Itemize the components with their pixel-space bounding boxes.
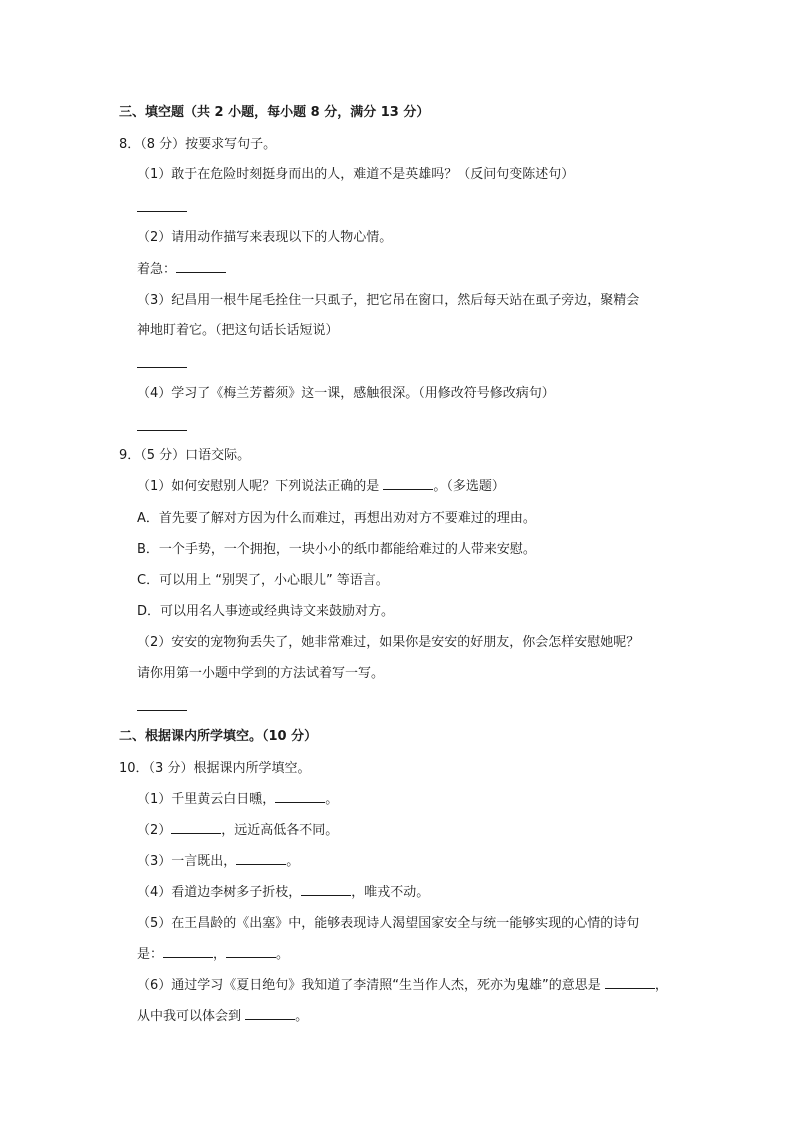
answer-blank-9-2[interactable] [137, 710, 187, 711]
answer-blank-10-6b[interactable] [245, 1009, 295, 1020]
answer-blank-10-2[interactable] [171, 823, 221, 834]
question-10-part-1 [137, 791, 338, 809]
answer-blank-10-4[interactable] [301, 885, 351, 896]
question-9-stem: 9．（5 分）口语交际。 [119, 448, 251, 463]
question-9-part-2-line-1: （2）安安的宠物狗丢失了，她非常难过，如果你是安安的好朋友，你会怎样安慰她呢？ [137, 635, 640, 650]
q10-p5-period: 。 [276, 947, 290, 962]
label-zhaoji: 着急： [137, 262, 177, 277]
question-8-part-4: （4）学习了《梅兰芳蓄须》这一课，感触很深。（用修改符号修改病句） [137, 386, 555, 401]
question-10-part-3 [137, 853, 299, 871]
question-8-part-2-answer-line [137, 261, 226, 279]
question-10-part-6-line-1 [137, 977, 668, 995]
q10-p1-suffix: 。 [325, 792, 339, 807]
question-8-part-1: （1）敢于在危险时刻挺身而出的人，难道不是英雄吗？（反问句变陈述句） [137, 167, 575, 182]
answer-blank-9-1[interactable] [383, 479, 433, 490]
question-10-part-2 [137, 822, 338, 840]
answer-blank-10-5b[interactable] [226, 947, 276, 958]
question-8-part-3-line-2: 神地盯着它。（把这句话长话短说） [137, 323, 339, 338]
option-b: B．一个手势，一个拥抱，一块小小的纸巾都能给难过的人带来安慰。 [137, 542, 536, 557]
question-10-part-5-line-2 [137, 946, 289, 964]
q10-p3-suffix: 。 [286, 854, 300, 869]
question-9-part-1-text: （1）如何安慰别人呢？下列说法正确的是 [137, 479, 380, 494]
answer-blank-8-1[interactable] [137, 211, 187, 212]
answer-blank-10-6a[interactable] [605, 978, 655, 989]
option-d: D．可以用名人事迹或经典诗文来鼓励对方。 [137, 604, 395, 619]
answer-blank-10-1[interactable] [275, 792, 325, 803]
question-8-part-2: （2）请用动作描写来表现以下的人物心情。 [137, 230, 393, 245]
section-2-heading: 二、根据课内所学填空。（10 分） [119, 729, 318, 744]
answer-blank-10-3[interactable] [236, 854, 286, 865]
answer-blank-8-2[interactable] [176, 262, 226, 273]
q10-p5-label: 是： [137, 947, 164, 962]
q10-p6-period: 。 [295, 1009, 309, 1024]
question-9-part-1 [137, 478, 505, 496]
question-10-part-6-line-2 [137, 1008, 308, 1026]
question-9-part-1-suffix: 。（多选题） [433, 479, 505, 494]
q10-p4-text: （4）看道边李树多子折枝， [137, 885, 302, 900]
question-10-stem: 10．（3 分）根据课内所学填空。 [119, 761, 311, 776]
question-10-part-4 [137, 884, 429, 902]
answer-blank-10-5a[interactable] [163, 947, 213, 958]
question-8-stem: 8．（8 分）按要求写句子。 [119, 137, 277, 152]
question-9-part-2-line-2: 请你用第一小题中学到的方法试着写一写。 [137, 666, 385, 681]
question-10-part-5-line-1: （5）在王昌龄的《出塞》中，能够表现诗人渴望国家安全与统一能够实现的心情的诗句 [137, 916, 640, 931]
q10-p3-text: （3）一言既出， [137, 854, 237, 869]
q10-p6-comma: ， [654, 978, 668, 993]
q10-p5-comma: ， [213, 947, 227, 962]
option-a: A．首先要了解对方因为什么而难过，再想出劝对方不要难过的理由。 [137, 511, 536, 526]
q10-p6-text: （6）通过学习《夏日绝句》我知道了李清照“生当作人杰，死亦为鬼雄”的意思是 [137, 978, 601, 993]
q10-p4-suffix: ，唯戎不动。 [351, 885, 430, 900]
question-8-part-3-line-1: （3）纪昌用一根牛尾毛拴住一只虱子，把它吊在窗口，然后每天站在虱子旁边，聚精会 [137, 293, 640, 308]
q10-p1-text: （1）千里黄云白日曛， [137, 792, 276, 807]
option-c: C．可以用上 “别哭了，小心眼儿” 等语言。 [137, 573, 389, 588]
section-3-heading: 三、填空题（共 2 小题，每小题 8 分，满分 13 分） [119, 105, 430, 120]
q10-p6-text-2: 从中我可以体会到 [137, 1009, 242, 1024]
answer-blank-8-4[interactable] [137, 430, 187, 431]
answer-blank-8-3[interactable] [137, 367, 187, 368]
q10-p2-prefix: （2） [137, 823, 172, 838]
q10-p2-text: ，远近高低各不同。 [221, 823, 339, 838]
